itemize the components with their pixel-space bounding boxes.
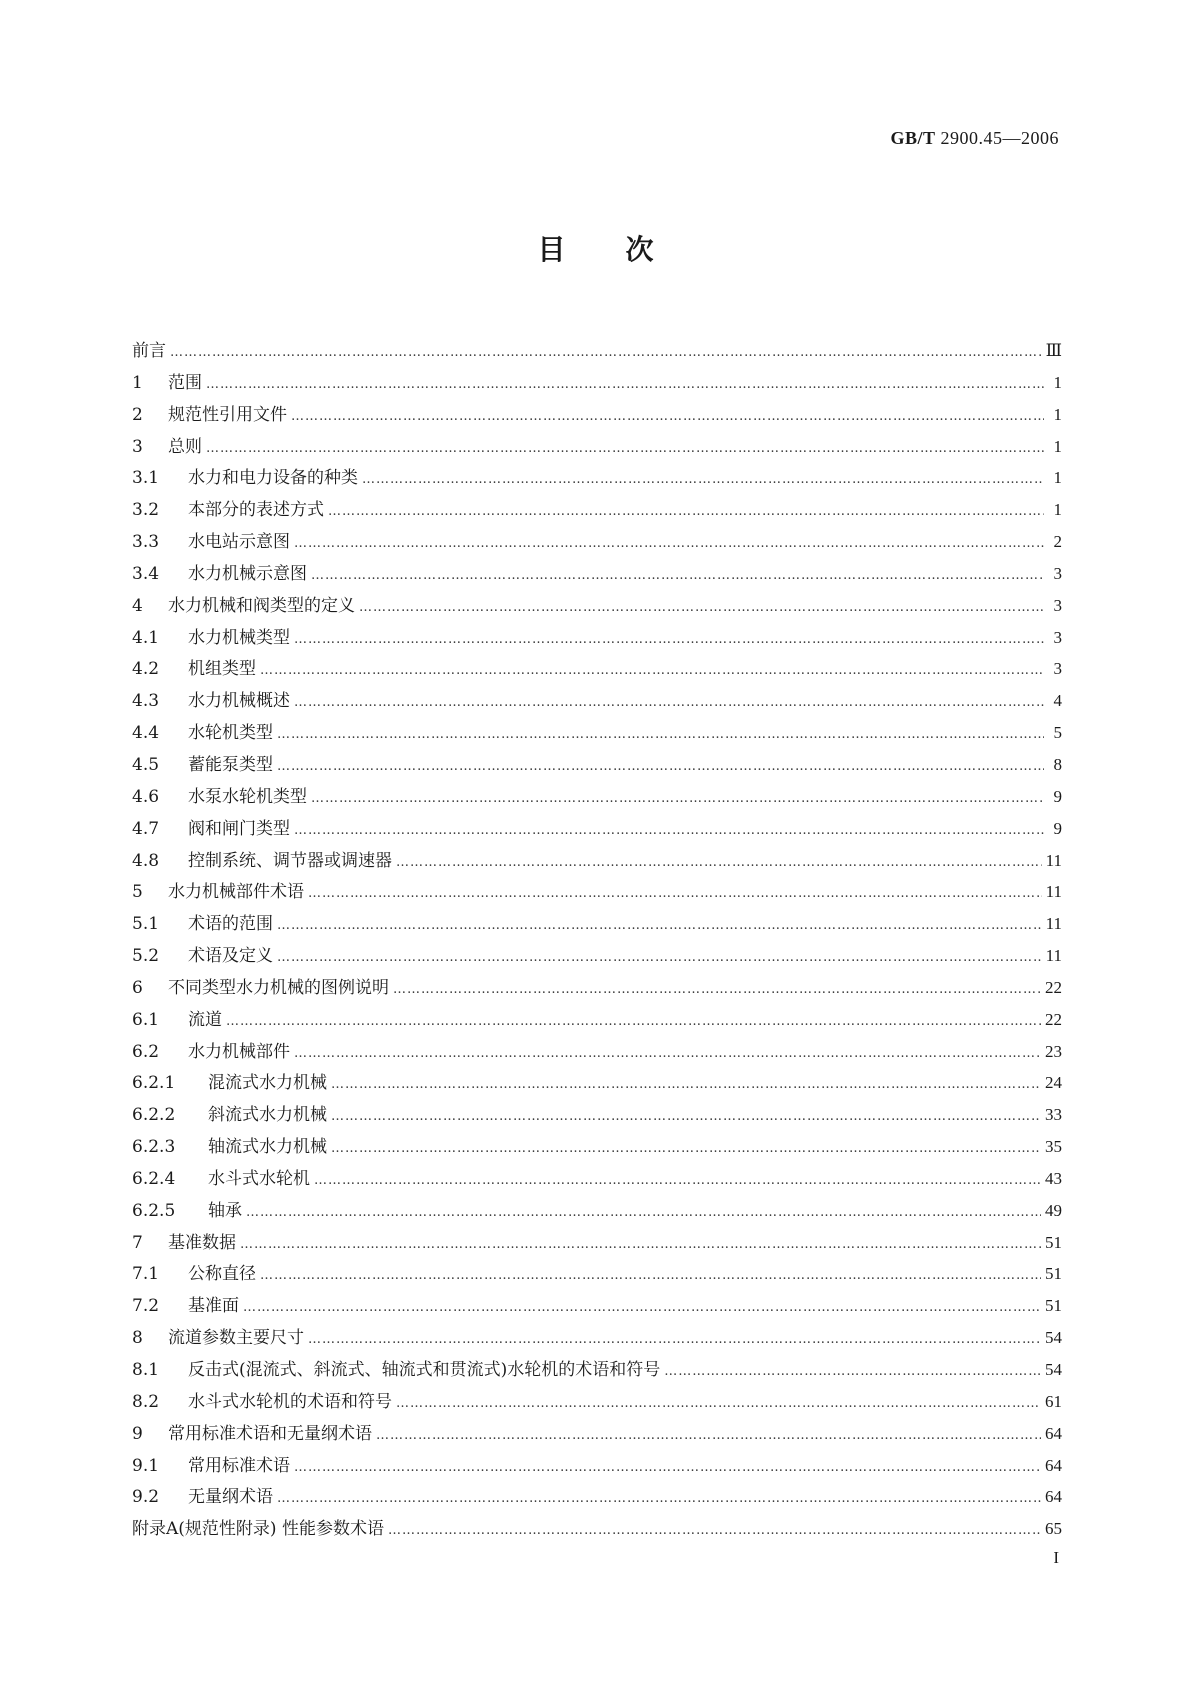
toc-entry-page: 9 xyxy=(1053,786,1062,806)
toc-entry-label: 基准数据 xyxy=(168,1232,236,1253)
toc-entry-label: 反击式(混流式、斜流式、轴流式和贯流式)水轮机的术语和符号 xyxy=(188,1360,661,1380)
toc-entry-number: 8.1 xyxy=(132,1360,160,1380)
toc-leader-dots xyxy=(311,568,1044,583)
toc-entry-number: 4.4 xyxy=(132,723,160,744)
toc-entry[interactable] xyxy=(132,686,1062,718)
toc-entry-number: 6.2.4 xyxy=(132,1168,176,1189)
toc-entry[interactable] xyxy=(132,1355,1062,1387)
toc-entry-number: 6 xyxy=(132,977,143,998)
toc-leader-dots xyxy=(294,632,1044,647)
toc-leader-dots xyxy=(328,504,1044,519)
toc-entry-number: 2 xyxy=(132,404,143,425)
toc-entry-number: 6.2.3 xyxy=(132,1137,176,1158)
standard-code-number: 2900.45—2006 xyxy=(935,128,1059,148)
toc-entry[interactable] xyxy=(132,527,1062,559)
toc-entry-page: 22 xyxy=(1045,977,1062,997)
toc-entry-page: 64 xyxy=(1045,1455,1062,1475)
toc-leader-dots xyxy=(260,1268,1041,1283)
toc-entry-number: 3.2 xyxy=(132,500,160,521)
toc-entry-label: 无量纲术语 xyxy=(188,1487,273,1508)
toc-entry-page: 23 xyxy=(1045,1041,1062,1061)
toc-entry-label: 常用标准术语和无量纲术语 xyxy=(168,1423,372,1444)
toc-entry-label: 规范性引用文件 xyxy=(168,404,287,425)
toc-entry-page: 11 xyxy=(1045,914,1062,934)
standard-code xyxy=(890,128,1059,149)
toc-leader-dots xyxy=(206,377,1044,392)
footer-page-number: I xyxy=(1053,1548,1059,1567)
toc-entry-page: 1 xyxy=(1053,468,1062,488)
toc-entry-label: 常用标准术语 xyxy=(188,1455,290,1476)
toc-leader-dots xyxy=(308,886,1042,901)
toc-entry-page: 24 xyxy=(1045,1073,1062,1093)
toc-entry[interactable] xyxy=(132,623,1062,655)
toc-entry[interactable] xyxy=(132,432,1062,464)
toc-entry-page: 9 xyxy=(1053,818,1062,838)
toc-entry[interactable] xyxy=(132,718,1062,750)
toc-entry-page: 3 xyxy=(1053,595,1062,615)
toc-entry-label: 水力机械示意图 xyxy=(188,563,307,584)
toc-entry[interactable] xyxy=(132,846,1062,878)
toc-entry-page: 33 xyxy=(1045,1105,1062,1125)
toc-leader-dots xyxy=(359,600,1044,615)
toc-entry[interactable] xyxy=(132,1196,1062,1228)
toc-entry-number: 6.2.2 xyxy=(132,1105,176,1126)
toc-leader-dots xyxy=(331,1109,1041,1124)
table-of-contents xyxy=(132,336,1062,1546)
toc-entry[interactable] xyxy=(132,750,1062,782)
toc-entry-page: 8 xyxy=(1053,754,1062,774)
toc-leader-dots xyxy=(170,345,1042,360)
toc-entry-label: 水力机械概述 xyxy=(188,691,290,712)
toc-entry[interactable] xyxy=(132,1132,1062,1164)
toc-entry-label: 水斗式水轮机的术语和符号 xyxy=(188,1391,392,1412)
toc-leader-dots xyxy=(393,982,1041,997)
toc-entry-page: 11 xyxy=(1045,946,1062,966)
toc-entry-label: 基准面 xyxy=(188,1296,239,1317)
toc-entry[interactable] xyxy=(132,1259,1062,1291)
toc-leader-dots xyxy=(362,472,1044,487)
toc-entry-page: 3 xyxy=(1053,563,1062,583)
toc-entry-number: 9.2 xyxy=(132,1487,160,1508)
toc-entry[interactable] xyxy=(132,1164,1062,1196)
toc-entry[interactable] xyxy=(132,909,1062,941)
toc-leader-dots xyxy=(277,759,1044,774)
toc-entry[interactable] xyxy=(132,559,1062,591)
toc-entry-page: 2 xyxy=(1053,532,1062,552)
toc-entry-number: 3.4 xyxy=(132,563,160,584)
toc-entry-page: 54 xyxy=(1045,1328,1062,1348)
toc-entry[interactable] xyxy=(132,1323,1062,1355)
toc-leader-dots xyxy=(311,791,1044,806)
toc-leader-dots xyxy=(243,1300,1041,1315)
toc-entry[interactable] xyxy=(132,1228,1062,1260)
toc-leader-dots xyxy=(314,1173,1041,1188)
toc-entry-label: 总则 xyxy=(168,436,202,457)
toc-leader-dots xyxy=(388,1523,1041,1538)
toc-entry-number: 7.1 xyxy=(132,1264,160,1285)
toc-entry-label: 范围 xyxy=(168,372,202,393)
toc-leader-dots xyxy=(396,855,1042,870)
toc-entry-number: 4.5 xyxy=(132,754,160,775)
toc-entry[interactable] xyxy=(132,1514,1062,1546)
toc-entry-page: 11 xyxy=(1045,882,1062,902)
toc-entry-label: 流道 xyxy=(188,1009,222,1030)
toc-entry-page: 54 xyxy=(1045,1360,1062,1379)
toc-entry-label: 阀和闸门类型 xyxy=(188,818,290,839)
toc-leader-dots xyxy=(396,1396,1041,1411)
toc-entry-page: 43 xyxy=(1045,1168,1062,1188)
toc-entry-number: 6.2.5 xyxy=(132,1200,176,1221)
toc-entry-number: 5 xyxy=(132,882,143,903)
toc-leader-dots xyxy=(294,823,1044,838)
toc-entry-page: 1 xyxy=(1053,436,1062,456)
toc-entry[interactable] xyxy=(132,400,1062,432)
toc-entry-number: 3.3 xyxy=(132,532,160,553)
toc-entry-page: 5 xyxy=(1053,723,1062,743)
toc-entry[interactable] xyxy=(132,1451,1062,1483)
toc-entry-label: 水轮机类型 xyxy=(188,723,273,744)
toc-entry-number: 4.3 xyxy=(132,691,160,712)
toc-entry-page: 51 xyxy=(1045,1232,1062,1252)
toc-entry-label: 前言 xyxy=(132,341,166,361)
toc-entry[interactable] xyxy=(132,1037,1062,1069)
toc-leader-dots xyxy=(294,536,1044,551)
toc-entry-page: 61 xyxy=(1045,1391,1062,1411)
toc-entry[interactable] xyxy=(132,814,1062,846)
toc-entry[interactable] xyxy=(132,877,1062,909)
toc-entry-page: 3 xyxy=(1053,627,1062,647)
toc-leader-dots xyxy=(277,727,1044,742)
toc-leader-dots xyxy=(376,1428,1041,1443)
toc-leader-dots xyxy=(331,1141,1041,1156)
toc-entry-label: 轴流式水力机械 xyxy=(208,1137,327,1158)
toc-entry-label: 混流式水力机械 xyxy=(208,1073,327,1094)
toc-entry-page: 49 xyxy=(1045,1200,1062,1220)
toc-entry-page: 22 xyxy=(1045,1009,1062,1029)
toc-leader-dots xyxy=(277,918,1042,933)
toc-entry-number: 1 xyxy=(132,372,143,393)
toc-entry-number: 8 xyxy=(132,1328,143,1349)
toc-entry-label: 水泵水轮机类型 xyxy=(188,786,307,807)
toc-entry-label: 水力和电力设备的种类 xyxy=(188,468,358,489)
toc-entry[interactable] xyxy=(132,1100,1062,1132)
toc-entry-label: 水力机械和阀类型的定义 xyxy=(168,595,355,616)
toc-entry-page: 1 xyxy=(1053,500,1062,520)
toc-entry-page: 1 xyxy=(1053,372,1062,392)
toc-entry[interactable] xyxy=(132,495,1062,527)
toc-entry-label: 术语的范围 xyxy=(188,914,273,935)
toc-entry[interactable] xyxy=(132,941,1062,973)
toc-entry-label: 水电站示意图 xyxy=(188,532,290,553)
toc-leader-dots xyxy=(294,695,1044,710)
toc-entry[interactable] xyxy=(132,654,1062,686)
toc-entry-number: 3.1 xyxy=(132,468,160,489)
toc-entry-label: 轴承 xyxy=(208,1200,242,1221)
toc-entry-number: 7.2 xyxy=(132,1296,160,1317)
toc-entry-number: 6.2 xyxy=(132,1041,160,1062)
toc-leader-dots xyxy=(277,950,1042,965)
toc-entry-number: 9.1 xyxy=(132,1455,160,1476)
toc-entry[interactable] xyxy=(132,1005,1062,1037)
toc-entry[interactable] xyxy=(132,591,1062,623)
toc-leader-dots xyxy=(291,409,1044,424)
toc-leader-dots xyxy=(246,1205,1041,1220)
toc-entry-label: 水力机械类型 xyxy=(188,627,290,648)
toc-entry[interactable] xyxy=(132,1291,1062,1323)
toc-entry-label: 水力机械部件术语 xyxy=(168,882,304,903)
toc-leader-dots xyxy=(294,1046,1041,1061)
toc-leader-dots xyxy=(206,441,1044,456)
toc-entry-number: 5.1 xyxy=(132,914,160,935)
toc-leader-dots xyxy=(308,1332,1041,1347)
toc-entry-label: 术语及定义 xyxy=(188,946,273,967)
toc-entry-number: 4 xyxy=(132,595,143,616)
toc-entry-number: 4.2 xyxy=(132,659,160,680)
toc-entry-number: 6.1 xyxy=(132,1009,160,1030)
toc-entry-page: 3 xyxy=(1053,659,1062,679)
toc-entry-label: 机组类型 xyxy=(188,659,256,680)
standard-code-prefix: GB/T xyxy=(890,128,936,148)
toc-entry[interactable] xyxy=(132,1387,1062,1419)
toc-entry-label: 控制系统、调节器或调速器 xyxy=(188,850,392,871)
toc-entry-number: 4.7 xyxy=(132,818,160,839)
toc-leader-dots xyxy=(331,1077,1041,1092)
toc-entry-number: 8.2 xyxy=(132,1391,160,1412)
toc-entry-label: 附录A(规范性附录) 性能参数术语 xyxy=(132,1519,384,1540)
toc-entry[interactable] xyxy=(132,973,1062,1005)
toc-leader-dots xyxy=(240,1237,1041,1252)
toc-entry-number: 4.1 xyxy=(132,627,160,648)
toc-entry[interactable] xyxy=(132,1419,1062,1451)
toc-entry-page: 64 xyxy=(1045,1423,1062,1443)
toc-leader-dots xyxy=(294,1460,1041,1475)
toc-entry-label: 不同类型水力机械的图例说明 xyxy=(168,977,389,998)
toc-entry-label: 蓄能泵类型 xyxy=(188,754,273,775)
toc-entry-label: 斜流式水力机械 xyxy=(208,1105,327,1126)
toc-entry[interactable] xyxy=(132,1482,1062,1514)
toc-entry[interactable] xyxy=(132,368,1062,400)
toc-entry-page: 65 xyxy=(1045,1519,1062,1539)
toc-entry-number: 5.2 xyxy=(132,946,160,967)
toc-entry-number: 3 xyxy=(132,436,143,457)
toc-entry[interactable] xyxy=(132,1068,1062,1100)
toc-leader-dots xyxy=(260,663,1044,678)
toc-entry-label: 本部分的表述方式 xyxy=(188,500,324,521)
toc-entry-page: 64 xyxy=(1045,1487,1062,1507)
toc-entry-number: 7 xyxy=(132,1232,143,1253)
toc-entry-number: 9 xyxy=(132,1423,143,1444)
toc-entry-page: 51 xyxy=(1045,1296,1062,1316)
toc-entry-page: 35 xyxy=(1045,1137,1062,1157)
toc-entry-number: 4.8 xyxy=(132,850,160,871)
toc-entry-page: 1 xyxy=(1053,404,1062,424)
toc-entry-page: Ⅲ xyxy=(1045,341,1062,360)
toc-entry[interactable] xyxy=(132,463,1062,495)
toc-entry[interactable] xyxy=(132,782,1062,814)
toc-entry-page: 51 xyxy=(1045,1264,1062,1284)
toc-entry[interactable] xyxy=(132,336,1062,368)
toc-entry-number: 4.6 xyxy=(132,786,160,807)
toc-leader-dots xyxy=(226,1014,1041,1029)
page-title: 目次 xyxy=(537,233,714,266)
toc-entry-page: 11 xyxy=(1045,850,1062,870)
toc-entry-label: 水力机械部件 xyxy=(188,1041,290,1062)
toc-entry-label: 流道参数主要尺寸 xyxy=(168,1328,304,1349)
toc-leader-dots xyxy=(277,1491,1041,1506)
toc-entry-page: 4 xyxy=(1053,691,1062,711)
toc-leader-dots xyxy=(664,1364,1041,1379)
toc-entry-label: 水斗式水轮机 xyxy=(208,1168,310,1189)
toc-entry-label: 公称直径 xyxy=(188,1264,256,1285)
toc-entry-number: 6.2.1 xyxy=(132,1073,176,1094)
